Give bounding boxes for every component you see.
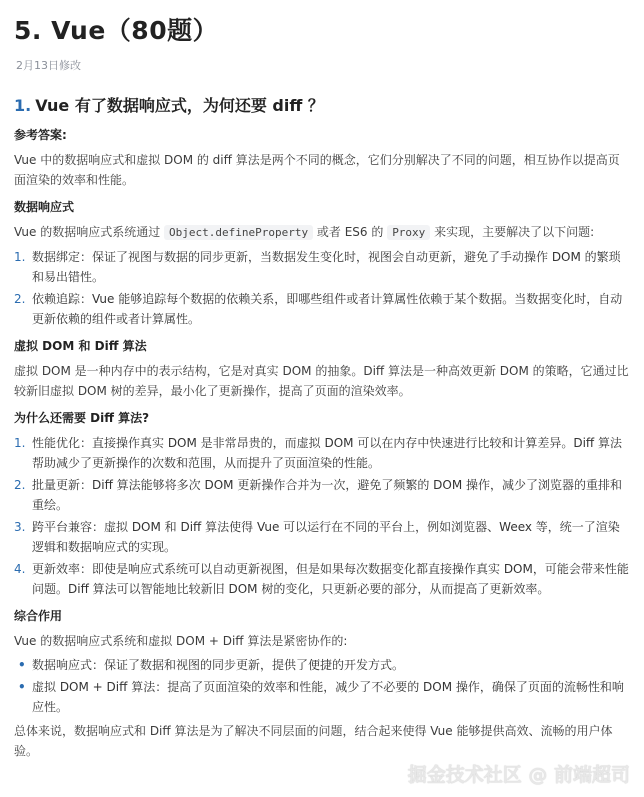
list-item-text: 数据绑定：保证了视图与数据的同步更新，当数据发生变化时，视图会自动更新，避免了手动操作 DOM 的繁琐和易出错性。 (32, 250, 621, 284)
list-item-text: 更新效率：即使是响应式系统可以自动更新视图，但是如果每次数据变化都直接操作真实 DOM，可能会带来性能问题。Diff 算法可以智能地比较新旧 DOM 树的变化，只更新必要的部分，从而提高了更新效率。 (32, 562, 629, 596)
combined-paragraph: Vue 的数据响应式系统和虚拟 DOM + Diff 算法是紧密协作的: (14, 634, 348, 648)
list-item (14, 677, 630, 717)
list-item-text: 性能优化：直接操作真实 DOM 是非常昂贵的，而虚拟 DOM 可以在内存中快速进行比较和计算差异。Diff 算法帮助减少了更新操作的次数和范围，从而提升了页面渲染的性能。 (32, 436, 622, 470)
list-item (14, 289, 630, 329)
reactivity-text-1: Vue 的数据响应式系统通过 (14, 225, 165, 239)
reactivity-text-3: 来实现，主要解决了以下问题: (430, 225, 595, 239)
list-number: 4. (14, 562, 26, 576)
modified-date: 2月13日修改 (16, 59, 81, 72)
watermark: 掘金技术社区 @ 前端超司 (407, 764, 630, 786)
list-item-text: 依赖追踪：Vue 能够追踪每个数据的依赖关系，即哪些组件或者计算属性依赖于某个数据。当数据变化时，自动更新依赖的组件或者计算属性。 (32, 292, 623, 326)
code-define-property: Object.defineProperty (164, 225, 313, 240)
question-heading (14, 94, 630, 118)
list-item-text: 虚拟 DOM + Diff 算法：提高了页面渲染的效率和性能，减少了不必要的 DOM 操作，确保了页面的流畅性和响应性。 (32, 680, 624, 714)
list-number: 2. (14, 292, 26, 306)
list-number: 1. (14, 250, 26, 264)
list-item (14, 655, 630, 675)
list-item (14, 433, 630, 473)
question-number: 1. (14, 96, 32, 115)
answer-label: 参考答案: (14, 128, 67, 142)
list-item (14, 475, 630, 515)
bullet-icon: • (18, 658, 26, 672)
code-proxy: Proxy (387, 225, 430, 240)
list-item-text: 数据响应式：保证了数据和视图的同步更新，提供了便捷的开发方式。 (32, 658, 405, 672)
list-item-text: 批量更新：Diff 算法能够将多次 DOM 更新操作合并为一次，避免了频繁的 DOM 操作，减少了浏览器的重排和重绘。 (32, 478, 622, 512)
section-heading-reactivity: 数据响应式 (14, 200, 75, 214)
reactivity-paragraph (14, 222, 630, 243)
list-item (14, 247, 630, 287)
reactivity-text-2: 或者 ES6 的 (313, 225, 388, 239)
combined-list (14, 655, 630, 717)
vdom-paragraph: 虚拟 DOM 是一种内存中的表示结构，它是对真实 DOM 的抽象。Diff 算法是一种高效更新 DOM 的策略，它通过比较新旧虚拟 DOM 树的差异，最小化了更新操作，提高了页面的渲染效率。 (14, 364, 629, 398)
question-text: Vue 有了数据响应式，为何还要 diff ？ (35, 96, 324, 115)
bullet-icon: • (18, 680, 26, 694)
page-title: 5. Vue（80题） (14, 16, 219, 45)
list-number: 2. (14, 478, 26, 492)
list-item (14, 559, 630, 599)
list-number: 3. (14, 520, 26, 534)
list-item-text: 跨平台兼容：虚拟 DOM 和 Diff 算法使得 Vue 可以运行在不同的平台上，例如浏览器、Weex 等，统一了渲染逻辑和数据响应式的实现。 (32, 520, 620, 554)
document-page (14, 0, 630, 761)
list-number: 1. (14, 436, 26, 450)
section-heading-vdom: 虚拟 DOM 和 Diff 算法 (14, 339, 147, 353)
why-diff-list (14, 433, 630, 599)
intro-paragraph: Vue 中的数据响应式和虚拟 DOM 的 diff 算法是两个不同的概念，它们分别解决了不同的问题，相互协作以提高页面渲染的效率和性能。 (14, 153, 620, 187)
section-heading-combined: 综合作用 (14, 609, 63, 623)
reactivity-list (14, 247, 630, 329)
conclusion-paragraph: 总体来说，数据响应式和 Diff 算法是为了解决不同层面的问题，结合起来使得 Vue 能够提供高效、流畅的用户体验。 (14, 724, 613, 758)
list-item (14, 517, 630, 557)
section-heading-why-diff: 为什么还需要 Diff 算法? (14, 411, 150, 425)
